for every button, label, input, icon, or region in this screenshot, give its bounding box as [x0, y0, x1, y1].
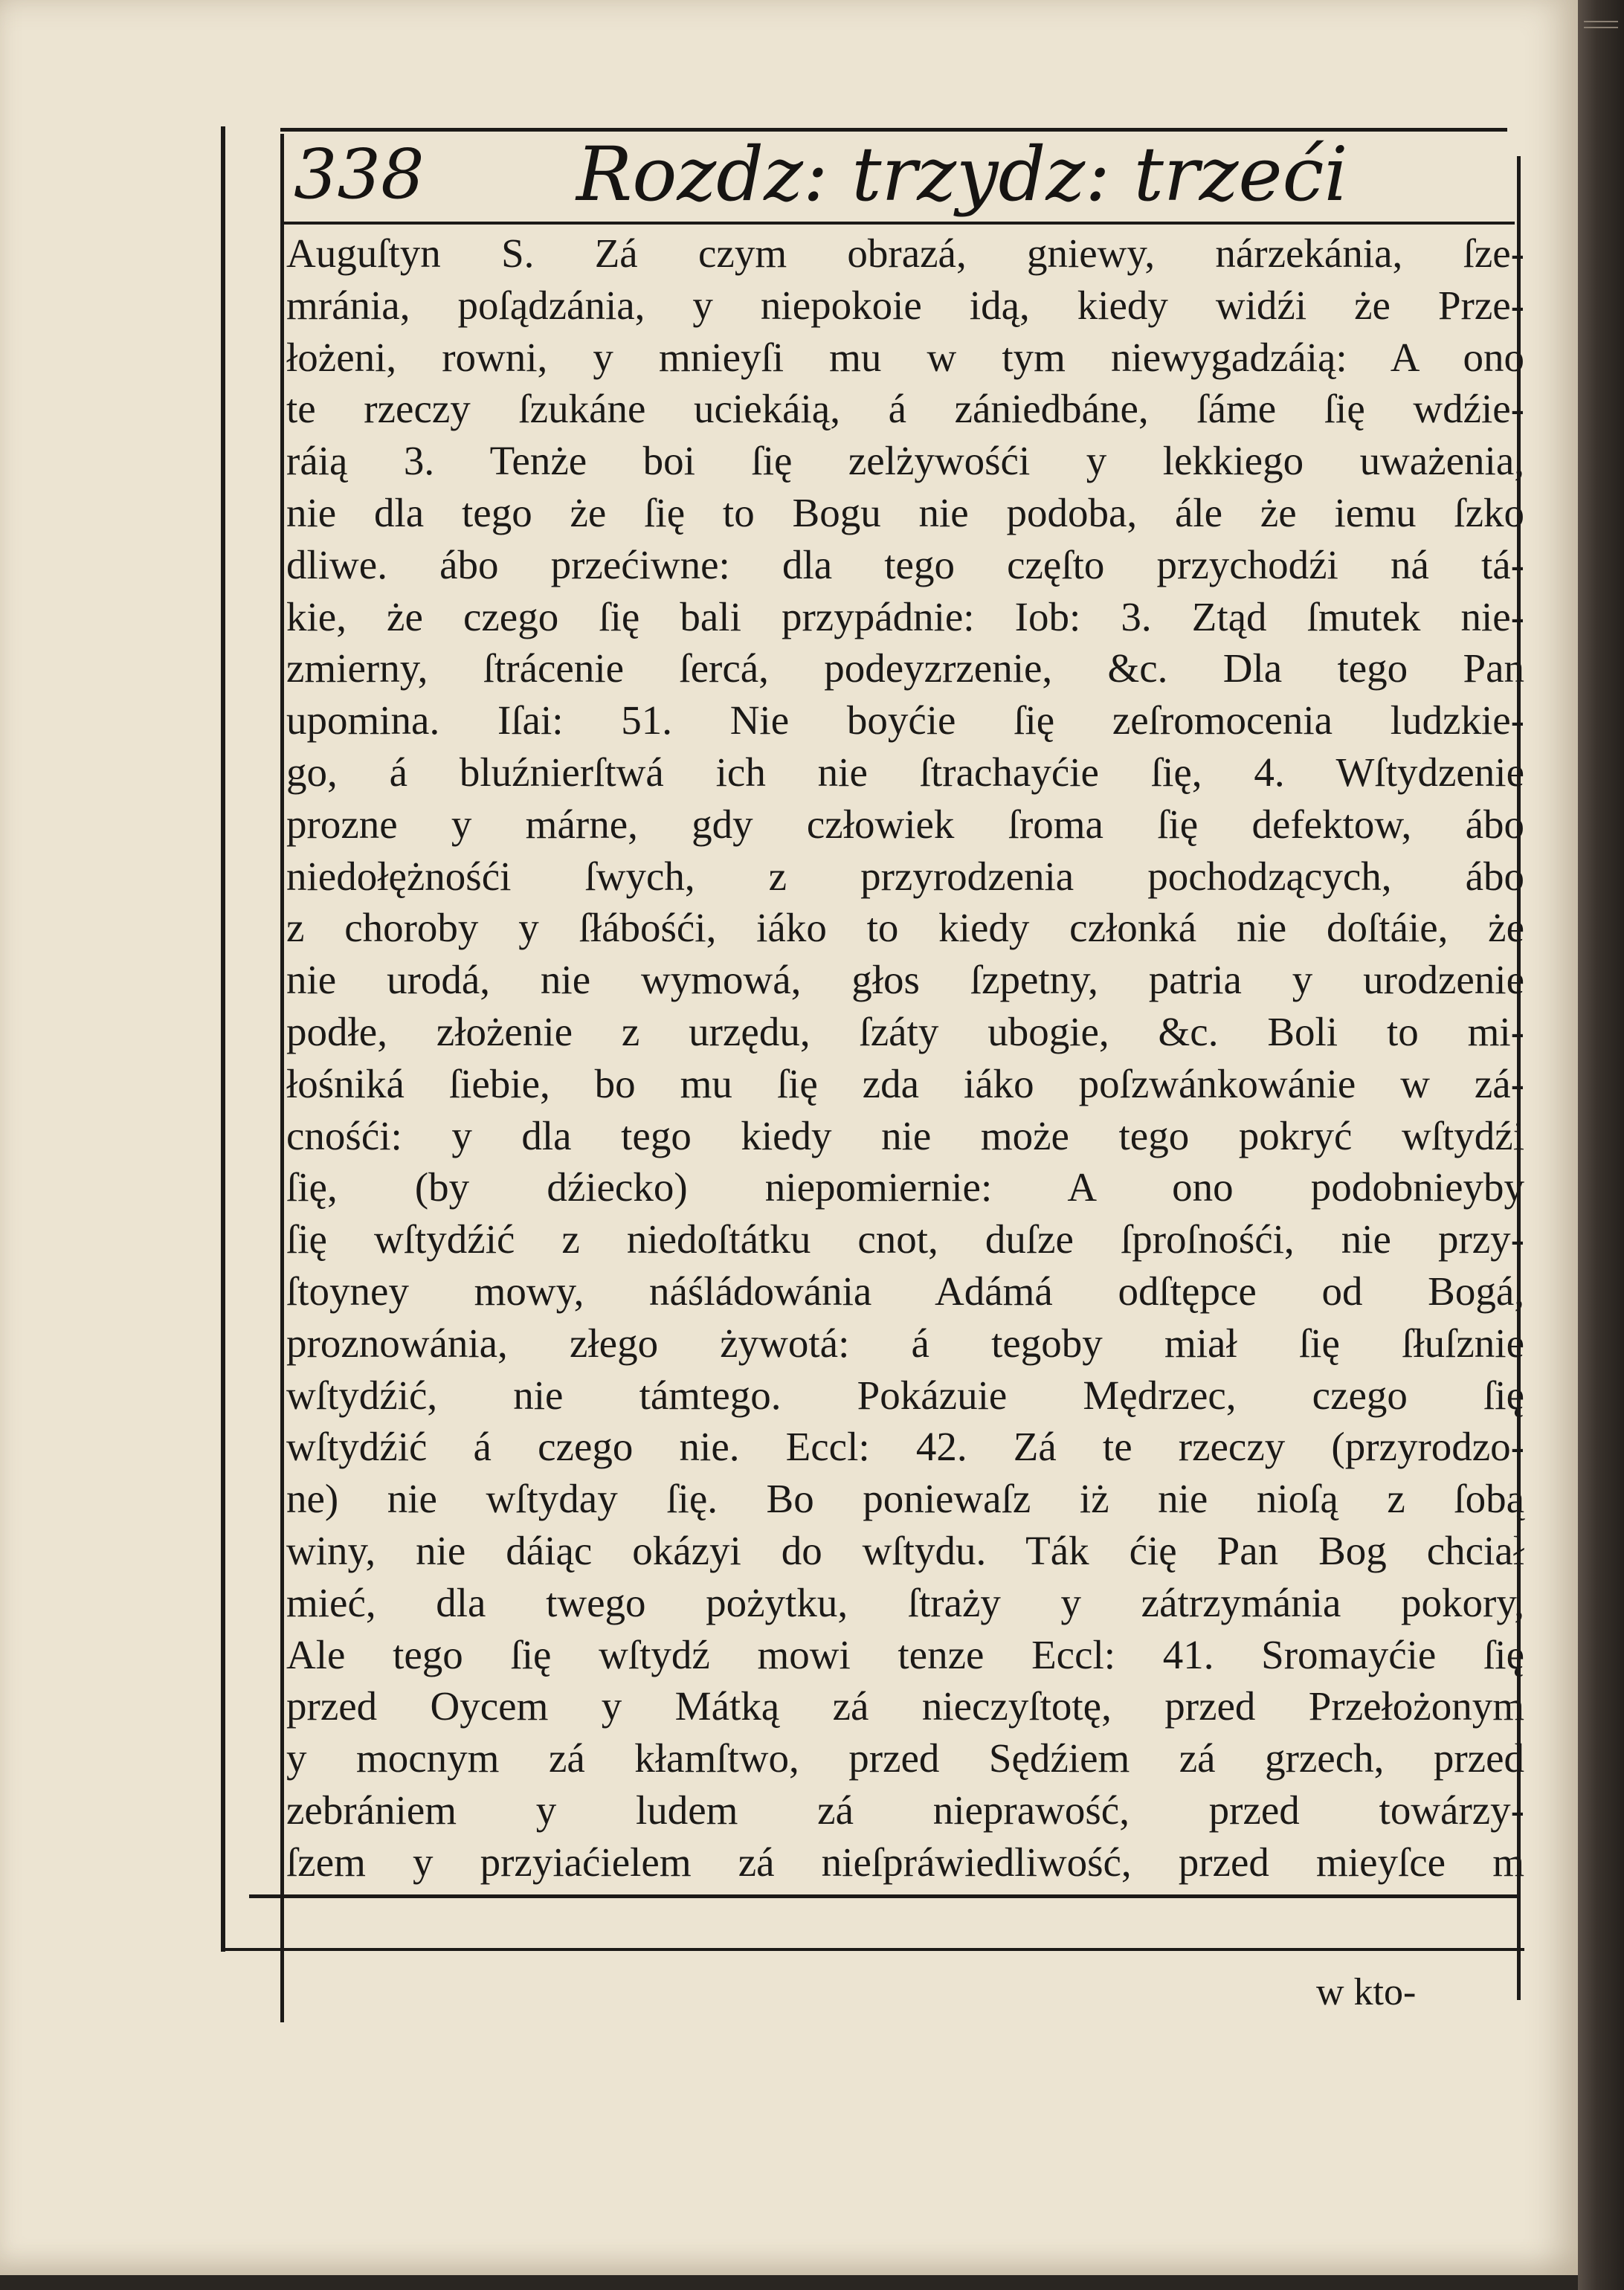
text-line: cnośći: y dla tego kiedy nie może tego pokryć wſtydźi [286, 1112, 1524, 1158]
text-line: łożeni, rowni, y mnieyſi mu w tym niewygadzáią: A ono [286, 334, 1524, 380]
text-line: mieć, dla twego pożytku, ſtraży y zátrzymánia pokory, [286, 1579, 1524, 1625]
text-line: przed Oycem y Mátką zá nieczyſtotę, przed Przełożonym [286, 1683, 1524, 1729]
text-line: wſtydźić á czego nie. Eccl: 42. Zá te rzeczy (przyrodzo- [286, 1424, 1524, 1470]
running-head: Rozdz: trzydz: trzeći [576, 131, 1348, 218]
page-edge-stripe [1584, 27, 1618, 28]
page-header [294, 130, 1498, 219]
header-rule [280, 222, 1515, 225]
text-line: proznowánia, złego żywotá: á tegoby miał ſię ſłuſznie [286, 1320, 1524, 1366]
text-line: ſię, (by dźiecko) niepomiernie: A ono podobnieyby [286, 1164, 1524, 1210]
body-text [286, 228, 1524, 1889]
catchword: w kto- [1316, 1971, 1417, 2013]
page-edge-stripe [1584, 21, 1618, 22]
text-line: winy, nie dáiąc okázyi do wſtydu. Ták ćię Pan Bog chciał [286, 1527, 1524, 1573]
text-line: prozne y márne, gdy człowiek ſroma ſię defektow, ábo [286, 801, 1524, 847]
text-line: te rzeczy ſzukáne uciekáią, á zániedbáne, ſáme ſię wdźie- [286, 386, 1524, 432]
text-line: ráią 3. Tenże boi ſię zelżywośći y lekkiego uważenia, [286, 438, 1524, 484]
text-line: ſtoyney mowy, náśládowánia Adámá odſtępce od Bogá, [286, 1268, 1524, 1314]
text-line: Ale tego ſię wſtydź mowi tenze Eccl: 41. Sromayćie ſię [286, 1631, 1524, 1677]
frame-left-inner-rule [280, 134, 284, 2022]
text-line: wſtydźić, nie támtego. Pokázuie Mędrzec, czego ſię [286, 1372, 1524, 1418]
text-line: go, á bluźnierſtwá ich nie ſtrachayćie ſię, 4. Wſtydzenie [286, 749, 1524, 795]
frame-bottom-rule [249, 1894, 1521, 1898]
text-line: Auguſtyn S. Zá czym obrazá, gniewy, nárzekánia, ſze- [286, 230, 1524, 276]
text-line: podłe, złożenie z urzędu, ſzáty ubogie, &c. Boli to mi- [286, 1008, 1524, 1054]
text-line: ſię wſtydźić z niedoſtátku cnot, duſze ſproſnośći, nie przy- [286, 1216, 1524, 1262]
facing-page-edge [1578, 0, 1624, 2290]
text-line: łośniká ſiebie, bo mu ſię zda iáko poſzwánkowánie w zá- [286, 1060, 1524, 1106]
frame-left-outer-rule [221, 126, 225, 1952]
frame-bottom-outer-rule [223, 1948, 1524, 1951]
text-line: z choroby y ſłábośći, iáko to kiedy członká nie doſtáie, że [286, 905, 1524, 951]
text-line: mránia, poſądzánia, y niepokoie idą, kiedy widźi że Prze- [286, 282, 1524, 328]
text-line: zebrániem y ludem zá nieprawość, przed towárzy- [286, 1787, 1524, 1833]
text-line: ſzem y przyiaćielem zá nieſpráwiedliwość, przed mieyſce m [286, 1839, 1524, 1885]
text-line: y mocnym zá kłamſtwo, przed Sędźiem zá grzech, przed [286, 1735, 1524, 1781]
text-line: niedołężnośći ſwych, z przyrodzenia pochodzących, ábo [286, 853, 1524, 899]
page-number: 338 [294, 135, 425, 214]
text-line: nie dla tego że ſię to Bogu nie podoba, ále że iemu ſzko [286, 489, 1524, 535]
text-line: ne) nie wſtyday ſię. Bo poniewaſz iż nie nioſą z ſobą [286, 1476, 1524, 1522]
text-line: upomina. Iſai: 51. Nie boyćie ſię zeſromocenia ludzkie- [286, 697, 1524, 744]
text-line: zmierny, ſtrácenie ſercá, podeyzrzenie, &c. Dla tego Pan [286, 645, 1524, 691]
text-line: nie urodá, nie wymowá, głos ſzpetny, patria y urodzenie [286, 957, 1524, 1003]
text-line: dliwe. ábo przećiwne: dla tego częſto przychodźi ná tá- [286, 541, 1524, 587]
text-line: kie, że czego ſię bali przypádnie: Iob: 3. Ztąd ſmutek nie- [286, 593, 1524, 639]
